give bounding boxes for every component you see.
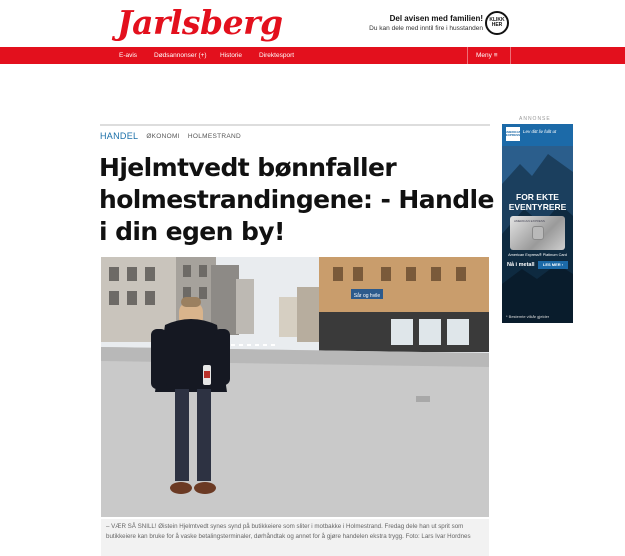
ad-cta-text: Nå i metall xyxy=(507,262,535,268)
amex-logo: AMERICAN EXPRESS xyxy=(506,127,520,141)
platinum-card-image xyxy=(510,216,565,250)
advertisement-banner[interactable] xyxy=(502,124,573,323)
article-top-rule xyxy=(100,124,490,126)
masthead xyxy=(0,0,625,47)
nav-divider xyxy=(510,47,511,64)
ad-tagline: Lev ditt liv fullt ut xyxy=(523,129,557,134)
promo-title: Del avisen med familien! xyxy=(389,14,483,23)
ad-terms: * Bestemte vilkår gjelder xyxy=(506,314,550,319)
shop-sign-text: Sår og hvile xyxy=(353,293,381,299)
ad-card-name: American Express® Platinum Card xyxy=(508,253,567,257)
tag-okonomi[interactable]: ØKONOMI xyxy=(146,132,180,140)
article-tags xyxy=(100,130,249,142)
site-logo[interactable]: Jarlsberg xyxy=(117,3,283,42)
menu-button[interactable]: Meny ≡ xyxy=(476,52,498,59)
article-photo xyxy=(101,257,489,517)
nav-item-direktesport[interactable]: Direktesport xyxy=(259,52,295,59)
card-centurion-icon xyxy=(532,226,544,240)
card-brand-text: AMERICAN EXPRESS xyxy=(514,219,545,223)
ad-read-more-button[interactable]: LES MER › xyxy=(538,261,568,269)
nav-item-e-avis[interactable]: E-avis xyxy=(119,52,138,59)
ad-header-bar xyxy=(502,124,573,146)
tag-holmestrand[interactable]: HOLMESTRAND xyxy=(187,132,241,140)
nav-item-dodsannonser[interactable]: Dødsannonser (+) xyxy=(154,52,207,59)
ad-label: ANNONSE xyxy=(519,116,551,122)
ad-title-line2: EVENTYRERE xyxy=(508,202,567,212)
promo-subtitle: Du kan dele med inntil fire i husstanden xyxy=(369,25,483,32)
article-headline: Hjelmtvedt bønnfaller holmestrandingene: - Handle i din egen by! xyxy=(99,153,494,246)
nav-item-historie[interactable]: Historie xyxy=(220,52,243,59)
photo-caption: – VÆR SÅ SNILL! Øistein Hjelmtvedt synes synd på butikkeiere som sliter i motbakke i Holmestrand. Fredag dele han ut sprit som butikkeiere kan bruke for å vaske betalingsterminaler, dørhåndtak og annet for å gjøre handelen ekstra trygg. Foto: Lars Ivar Hordnes xyxy=(101,519,489,556)
ad-title xyxy=(502,192,573,212)
main-navigation xyxy=(0,47,625,64)
nav-divider xyxy=(467,47,468,64)
family-sharing-promo[interactable] xyxy=(369,14,483,32)
ad-title-line1: FOR EKTE xyxy=(516,192,559,202)
click-here-badge[interactable]: KLIKK HER xyxy=(485,11,509,35)
section-tag[interactable]: HANDEL xyxy=(100,131,139,141)
